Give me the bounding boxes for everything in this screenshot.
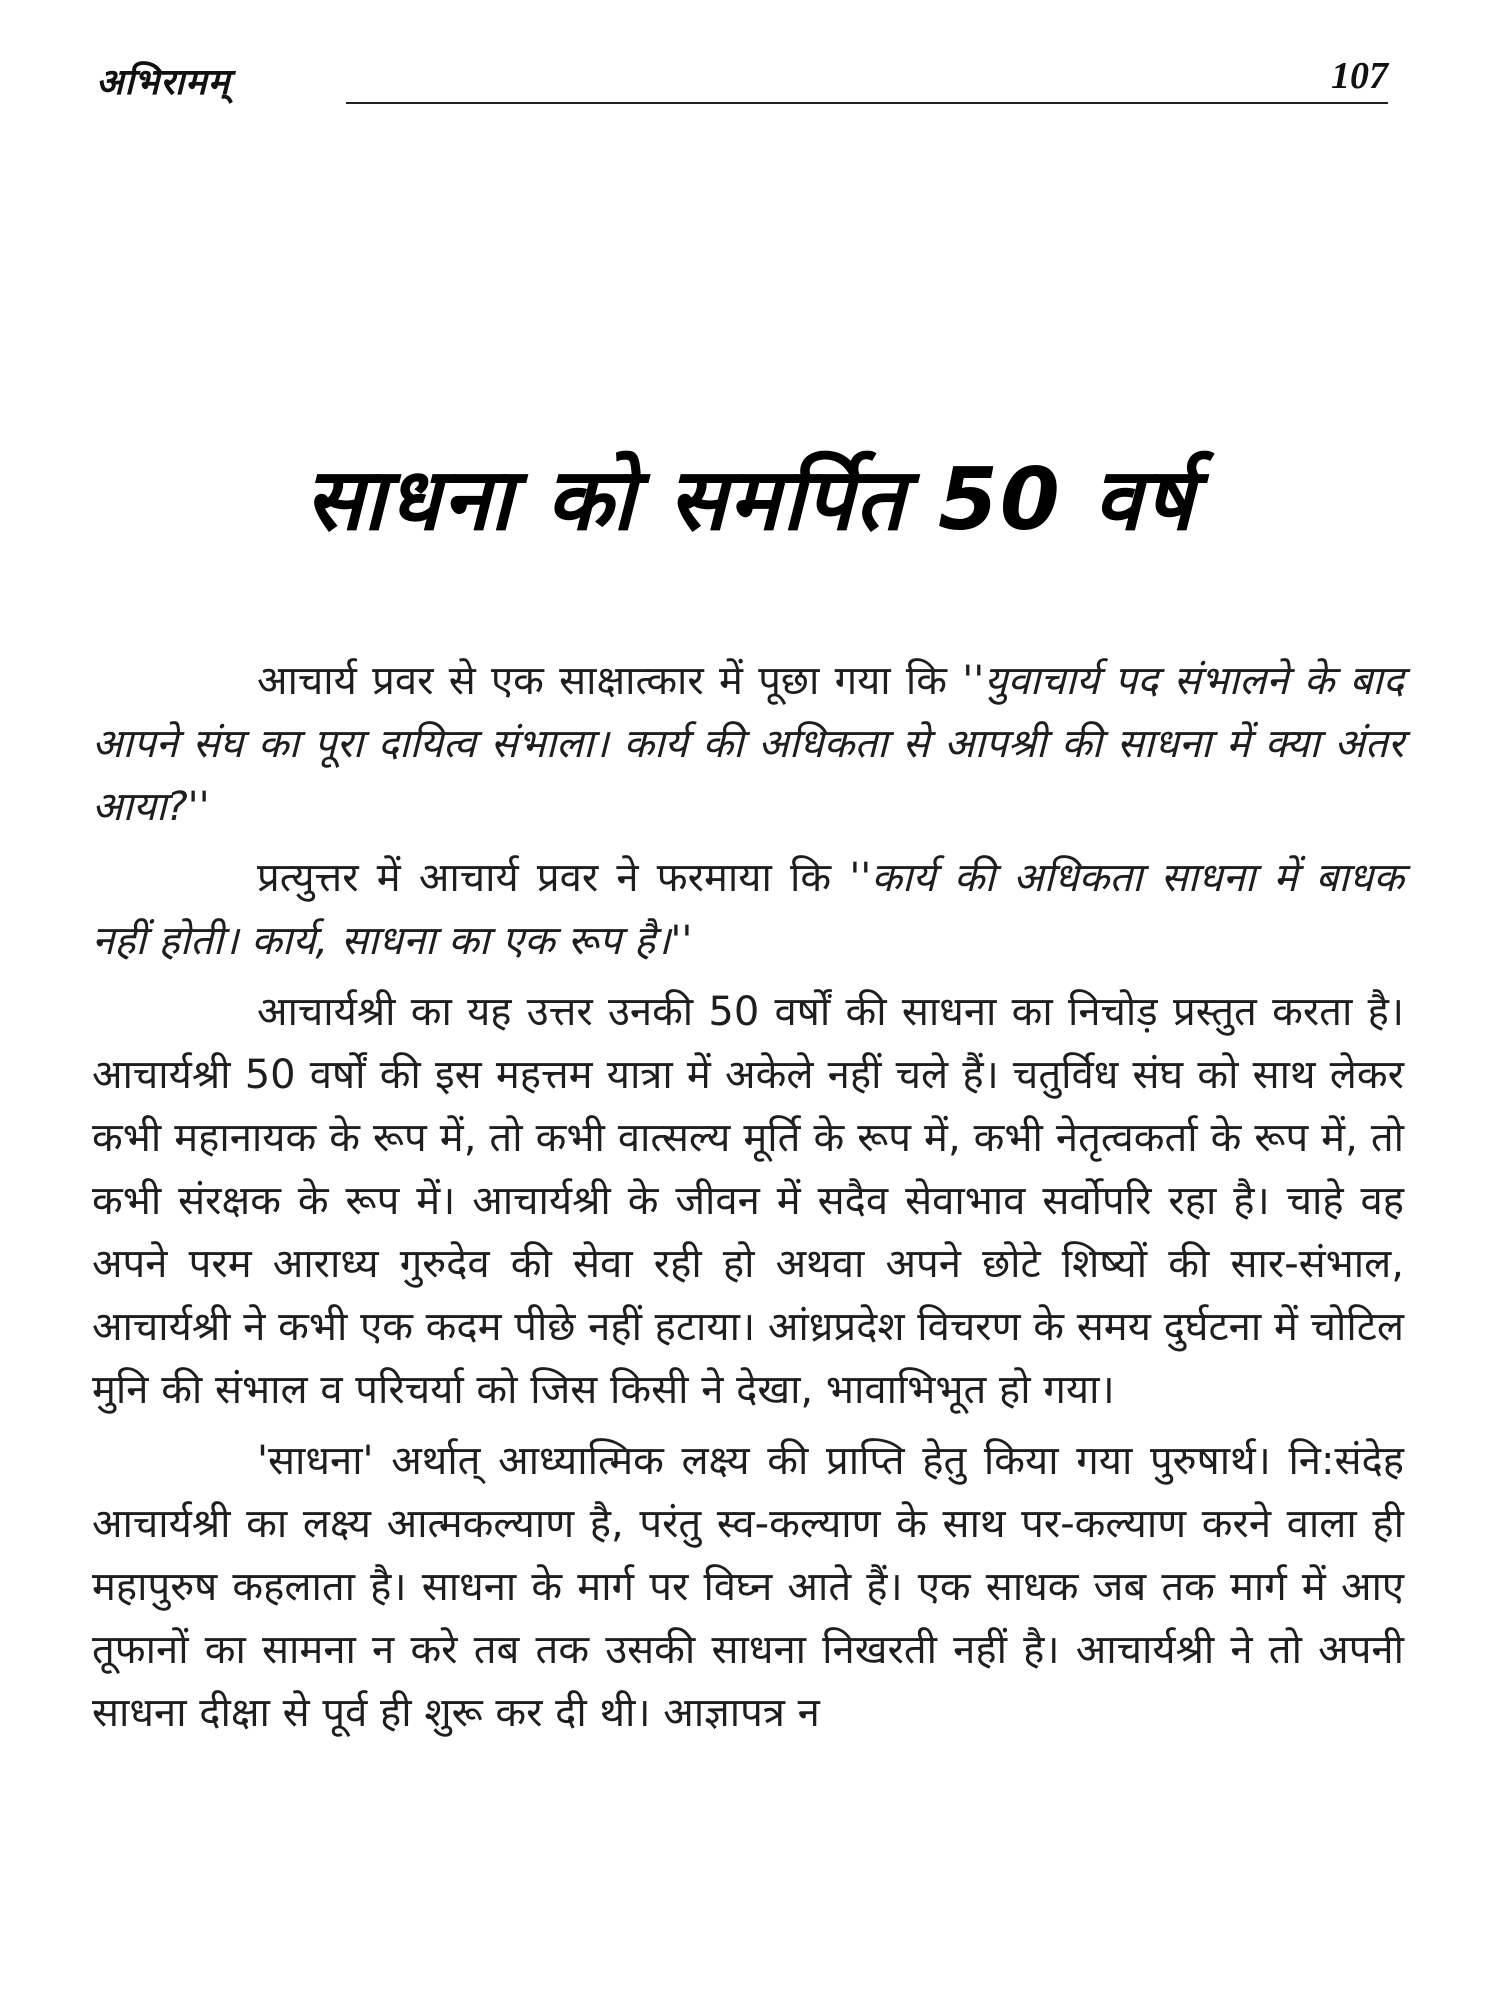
paragraph-3: आचार्यश्री का यह उत्तर उनकी 50 वर्षों की साधना का निचोड़ प्रस्तुत करता है। आचार्यश्री 50 वर्षों की इस महत्तम यात्रा में अकेले नहीं चले हैं। चतुर्विध संघ को साथ लेकर कभी महानायक के रूप में, तो कभी वात्सल्य मूर्ति के रूप में, कभी नेतृत्वकर्ता के रूप में, तो कभी संरक्षक के रूप में। आचार्यश्री के जीवन में सदैव सेवाभाव सर्वोपरि रहा है। चाहे वह अपने परम आराध्य गुरुदेव की सेवा रही हो अथवा अपने छोटे शिष्यों की सार-संभाल, आचार्यश्री ने कभी एक कदम पीछे नहीं हटाया। आंध्रप्रदेश विचरण के समय दुर्घटना में चोटिल मुनि की संभाल व परिचर्या को जिस किसी ने देखा, भावाभिभूत हो गया।	[92, 989, 1404, 1413]
paragraph-1	[92, 650, 1404, 839]
running-header	[96, 55, 1396, 106]
paragraph-2-quote: ''कार्य की अधिकता साधना में बाधक नहीं होती। कार्य, साधना का एक रूप है।''	[92, 855, 1404, 964]
paragraph-4: 'साधना' अर्थात् आध्यात्मिक लक्ष्य की प्राप्ति हेतु किया गया पुरुषार्थ। नि:संदेह आचार्यश्री का लक्ष्य आत्मकल्याण है, परंतु स्व-कल्याण के साथ पर-कल्याण करने वाला ही महापुरुष कहलाता है। साधना के मार्ग पर विघ्न आते हैं। एक साधक जब तक मार्ग में आए तूफानों का सामना न करे तब तक उसकी साधना निखरती नहीं है। आचार्यश्री ने तो अपनी साधना दीक्षा से पूर्व ही शुरू कर दी थी। आज्ञापत्र न	[92, 1438, 1405, 1736]
body-text	[92, 650, 1404, 1753]
paragraph-1-quote: ''युवाचार्य पद संभालने के बाद आपने संघ का पूरा दायित्व संभाला। कार्य की अधिकता से आपश्री की साधना में क्या अंतर आया?''	[92, 658, 1404, 830]
header-rule	[346, 102, 1388, 104]
chapter-title: साधना को समर्पित 50 वर्ष	[304, 450, 1196, 550]
paragraph-1-lead: आचार्य प्रवर से एक साक्षात्कार में पूछा गया कि	[257, 658, 963, 704]
paragraph-2	[92, 847, 1404, 973]
running-title: अभिरामम्	[96, 61, 231, 103]
page-number: 107	[1331, 55, 1388, 97]
paragraph-2-lead: प्रत्युत्तर में आचार्य प्रवर ने फरमाया कि	[257, 855, 850, 901]
